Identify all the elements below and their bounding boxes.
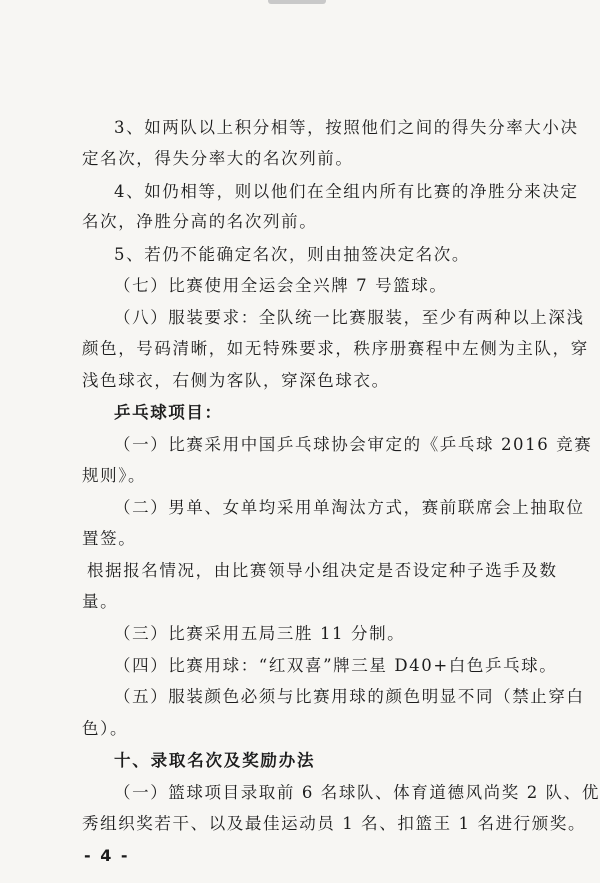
paragraph-line: 4、如仍相等，则以他们在全组内所有比赛的净胜分来决定: [114, 182, 579, 201]
paragraph-line: （七）比赛使用全运会全兴牌 7 号篮球。: [114, 276, 448, 295]
paragraph-line: 规则》。: [82, 466, 147, 485]
section-heading: 十、录取名次及奖励办法: [114, 751, 316, 770]
page-number: - 4 -: [84, 846, 130, 865]
paragraph-line: 色）。: [82, 719, 129, 738]
paragraph-line: 秀组织奖若干、以及最佳运动员 1 名、扣篮王 1 名进行颁奖。: [82, 814, 587, 833]
paragraph-line: （三）比赛采用五局三胜 11 分制。: [114, 624, 406, 643]
paragraph-line: 浅色球衣，右侧为客队，穿深色球衣。: [82, 371, 390, 390]
paragraph-line: 名次，净胜分高的名次列前。: [82, 212, 318, 231]
paragraph-line: 定名次，得失分率大的名次列前。: [82, 149, 354, 168]
paragraph-line: 置签。: [82, 529, 137, 548]
top-edge-mark: [268, 0, 326, 4]
section-subheading: 乒乓球项目：: [114, 403, 223, 422]
paragraph-line: 5、若仍不能确定名次，则由抽签决定名次。: [114, 245, 470, 264]
paragraph-line: 根据报名情况，由比赛领导小组决定是否设定种子选手及数: [87, 561, 558, 580]
paragraph-line: 量。: [82, 592, 119, 611]
paragraph-line: 3、如两队以上积分相等，按照他们之间的得失分率大小决: [114, 118, 579, 137]
paragraph-line: 颜色，号码清晰，如无特殊要求，秩序册赛程中左侧为主队，穿: [82, 339, 589, 358]
paragraph-line: （八）服装要求：全队统一比赛服装，至少有两种以上深浅: [114, 308, 585, 327]
paragraph-line: （四）比赛用球：“红双喜”牌三星 D40+白色乒乓球。: [114, 656, 558, 675]
paragraph-line: （一）篮球项目录取前 6 名球队、体育道德风尚奖 2 队、优: [114, 783, 600, 802]
paragraph-line: （二）男单、女单均采用单淘汰方式，赛前联席会上抽取位: [114, 498, 585, 517]
paragraph-line: （五）服装颜色必须与比赛用球的颜色明显不同（禁止穿白: [114, 687, 585, 706]
paragraph-line: （一）比赛采用中国乒乓球协会审定的《乒乓球 2016 竞赛: [114, 435, 593, 454]
